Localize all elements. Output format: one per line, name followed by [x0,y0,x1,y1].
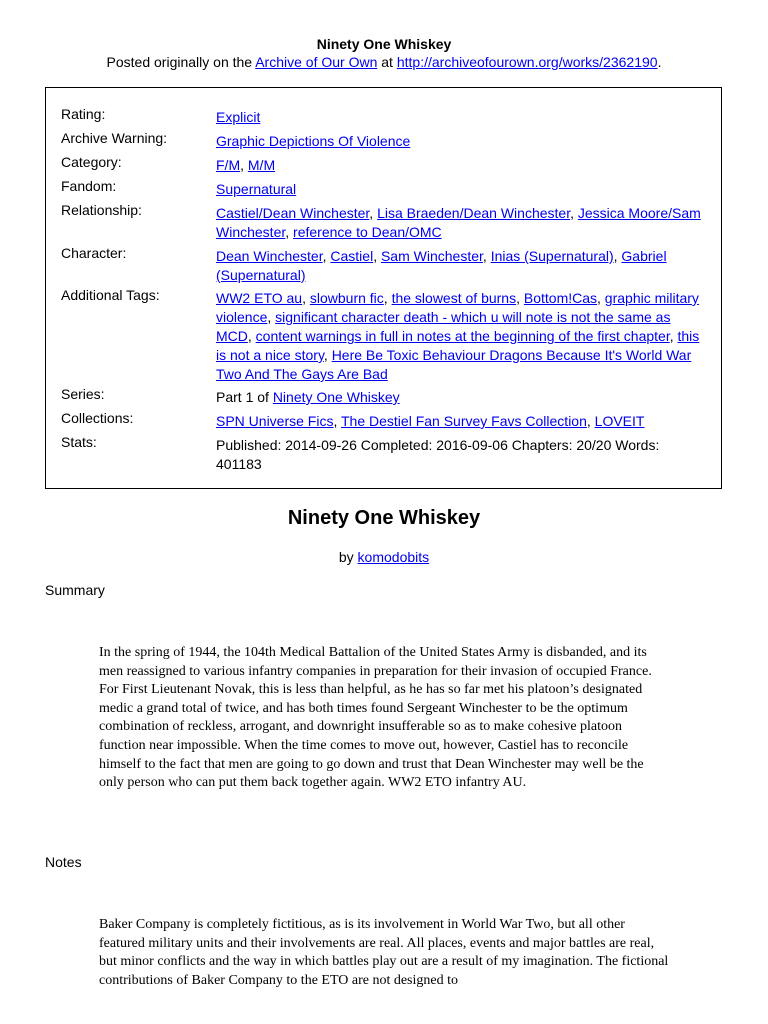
stats-value: Published: 2014-09-26 Completed: 2016-09-06 Chapters: 20/20 Words: 401183 [216,437,660,472]
relationship-label: Relationship: [61,202,142,218]
fandom-value [216,180,706,199]
category-label: Category: [61,154,122,170]
character-link[interactable]: Inias (Supernatural) [490,248,614,264]
character-link[interactable]: Castiel [330,248,374,264]
character-label: Character: [61,245,127,261]
series-label: Series: [61,386,105,402]
fandom-label: Fandom: [61,178,117,194]
rating-label: Rating: [61,106,106,122]
notes-text: Baker Company is completely fictitious, as is its involvement in World War Two, but all other featured military units and their involvements are real. All places, events and major battles are real, but minor conflicts and the way in which battles play out are a result of my imagination. The fictional contributions of Baker Company to the ETO are not designed to [99,917,669,988]
character-link[interactable]: Dean Winchester [216,248,323,264]
posted-period: . [657,54,662,70]
byline [0,549,768,565]
posted-prefix: Posted originally on the [106,54,253,70]
relationship-link[interactable]: Lisa Braeden/Dean Winchester [377,205,571,221]
tag-link[interactable]: slowburn fic [309,290,384,306]
tag-link[interactable]: Here Be Toxic Behaviour Dragons Because It's World War Two And The Gays Are Bad [216,347,692,382]
series-prefix: Part 1 of [216,389,269,405]
tag-link[interactable]: the slowest of burns [391,290,517,306]
tags-value: WW2 ETO au, slowburn fic, the slowest of burns, Bottom!Cas, graphic military violence, significant character death - which u will note is not the same as MCD, content warnings in full in notes at the beginning of the first chapter, this is not a nice story, Here Be Toxic Behaviour Dragons Because It's World War Two And The Gays Are Bad [216,290,700,382]
series-link[interactable]: Ninety One Whiskey [272,389,400,405]
tag-link[interactable]: this is not a nice story [216,328,700,363]
relationship-value: Castiel/Dean Winchester, Lisa Braeden/Dean Winchester, Jessica Moore/Sam Winchester, reference to Dean/OMC [216,205,701,240]
work-title: Ninety One Whiskey [287,507,481,529]
character-value: Dean Winchester, Castiel, Sam Winchester, Inias (Supernatural), Gabriel (Supernatural) [216,248,667,283]
at-text: at [381,54,393,70]
work-url-link[interactable]: http://archiveofourown.org/works/2362190 [396,54,658,70]
tags-label: Additional Tags: [61,287,160,303]
collections-value: SPN Universe Fics, The Destiel Fan Survey Favs Collection, LOVEIT [216,413,645,429]
tag-link[interactable]: graphic military violence [216,290,699,325]
fandom-link[interactable]: Supernatural [216,181,297,197]
author-link[interactable]: komodobits [357,549,430,565]
metadata-box [45,87,722,489]
tag-link[interactable]: significant character death - which u will note is not the same as MCD [216,309,671,344]
rating-value [216,108,706,127]
summary-text: In the spring of 1944, the 104th Medical Battalion of the United States Army is disbanded, and its men reassigned to various infantry companies in preparation for their invasion of occupied France. For First Lieutenant Novak, this is less than helpful, as he has so far met his platoon’s designated medic a grand total of twice, and has both times found Sergeant Winchester to be the optimum combination of reckless, arrogant, and downright insufferable so as to make cohesive platoon function near impossible. When the time comes to move out, however, Castiel has to reconcile himself to the fact that men are going to go down and trust that Dean Winchester may well be the only person who can put them back together again. WW2 ETO infantry AU. [99,645,652,791]
category-link[interactable]: F/M [216,157,241,173]
tag-link[interactable]: Bottom!Cas [523,290,598,306]
category-value: F/M, M/M [216,157,276,173]
tag-link[interactable]: WW2 ETO au [216,290,303,306]
header-title: Ninety One Whiskey [316,36,452,52]
tag-link[interactable]: content warnings in full in notes at the beginning of the first chapter [255,328,670,344]
relationship-link[interactable]: reference to Dean/OMC [293,224,442,240]
collections-label: Collections: [61,410,134,426]
posted-line [0,54,768,70]
collection-link[interactable]: The Destiel Fan Survey Favs Collection [341,413,587,429]
warning-link[interactable]: Graphic Depictions Of Violence [216,133,411,149]
rating-link[interactable]: Explicit [216,109,261,125]
archive-link[interactable]: Archive of Our Own [255,54,378,70]
collection-link[interactable]: SPN Universe Fics [216,413,334,429]
notes-heading: Notes [45,854,82,870]
summary-heading: Summary [45,582,105,598]
series-value [216,388,706,407]
warning-label: Archive Warning: [61,130,168,146]
by-text: by [338,549,354,565]
character-link[interactable]: Gabriel (Supernatural) [216,248,667,283]
stats-label: Stats: [61,434,97,450]
character-link[interactable]: Sam Winchester [380,248,483,264]
relationship-link[interactable]: Castiel/Dean Winchester [216,205,370,221]
collection-link[interactable]: LOVEIT [594,413,645,429]
category-link[interactable]: M/M [247,157,276,173]
warning-value [216,132,706,151]
relationship-link[interactable]: Jessica Moore/Sam Winchester [216,205,701,240]
